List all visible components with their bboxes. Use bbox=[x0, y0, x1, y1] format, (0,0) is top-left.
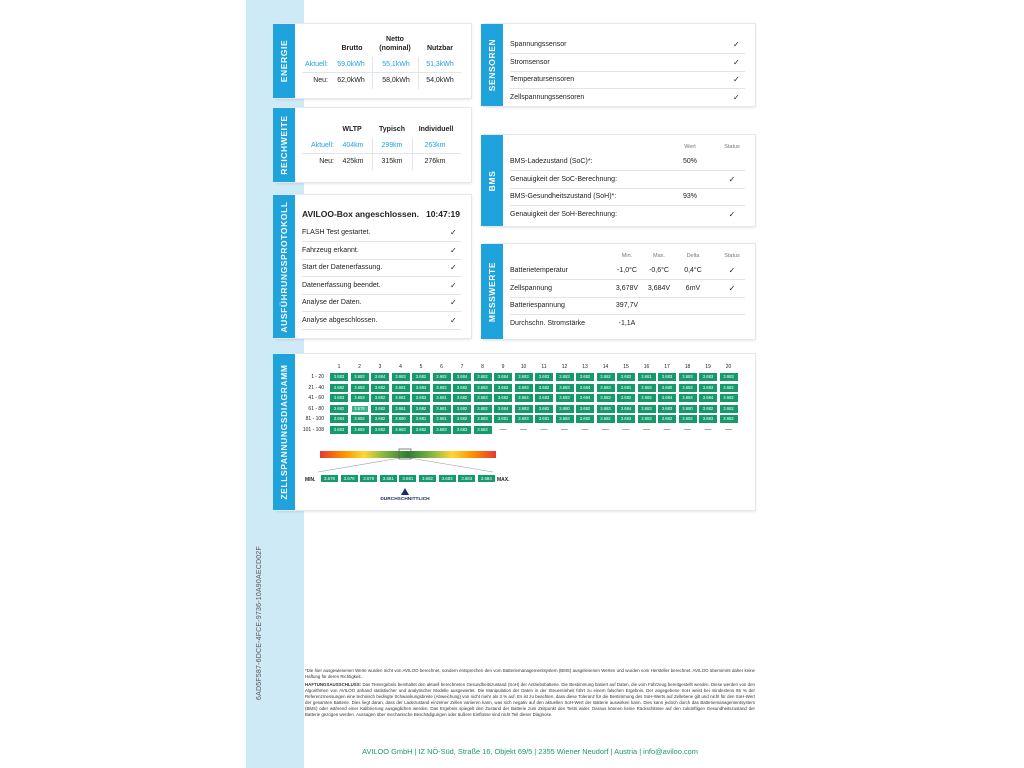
voltage-cell: 3.680 bbox=[658, 384, 676, 392]
messwerte-card bbox=[484, 244, 755, 339]
energie-row-label: Aktuell: bbox=[305, 61, 328, 68]
bms-tab: BMS bbox=[481, 135, 503, 226]
bms-row-label: Genauigkeit der SoH-Berechnung: bbox=[510, 210, 618, 218]
voltage-cell: 3.683 bbox=[474, 394, 492, 402]
voltage-cell: 3.678 bbox=[351, 405, 369, 413]
voltage-cell: 3.683 bbox=[330, 426, 348, 434]
reichweite-header-individuell: Individuell bbox=[418, 126, 454, 133]
voltage-cell: 3.682 bbox=[371, 384, 389, 392]
voltage-cell: — bbox=[684, 425, 691, 433]
voltage-gradient-bar bbox=[320, 451, 496, 458]
check-icon: ✓ bbox=[450, 280, 457, 290]
scale-min-label: MIN. bbox=[305, 477, 316, 483]
voltage-cell: 3.682 bbox=[720, 394, 738, 402]
voltage-cell: 3.682 bbox=[658, 415, 676, 423]
messwerte-min: 397,7V bbox=[615, 302, 639, 309]
voltage-cell: 3.683 bbox=[474, 384, 492, 392]
energie-card bbox=[276, 24, 471, 98]
voltage-cell: 3.683 bbox=[515, 384, 533, 392]
energie-value: 55,1kWh bbox=[382, 61, 410, 68]
bms-header-wert: Wert bbox=[684, 144, 696, 150]
voltage-cell: 3.683 bbox=[556, 373, 574, 381]
check-icon: ✓ bbox=[728, 283, 736, 293]
voltage-cell: 3.680 bbox=[679, 405, 697, 413]
voltage-cell: 3.682 bbox=[351, 373, 369, 381]
voltage-cell: 3.684 bbox=[658, 394, 676, 402]
voltage-cell: 3.682 bbox=[535, 405, 553, 413]
voltage-cell: 3.681 bbox=[638, 373, 656, 381]
messwerte-max: 3,684V bbox=[647, 284, 671, 292]
check-icon: ✓ bbox=[450, 228, 457, 237]
voltage-cell: 3.681 bbox=[392, 405, 410, 413]
voltage-cell: 3.682 bbox=[371, 405, 389, 413]
voltage-cell: 3.683 bbox=[392, 426, 410, 434]
reichweite-value: 315km bbox=[381, 158, 403, 165]
voltage-cell: — bbox=[663, 425, 671, 433]
check-icon: ✓ bbox=[733, 75, 740, 84]
bms-row-value: 50% bbox=[682, 158, 697, 165]
protokoll-step: Start der Datenerfassung. bbox=[302, 264, 383, 271]
voltage-cell: 3.682 bbox=[412, 405, 430, 413]
messwerte-header-delta: Delta bbox=[686, 253, 700, 259]
bms-row-label: Genauigkeit der SoC-Berechnung: bbox=[510, 175, 618, 183]
sensor-item: Stromsensor bbox=[510, 58, 550, 66]
divider bbox=[510, 53, 745, 54]
protokoll-title: AVILOO-Box angeschlossen. bbox=[302, 209, 419, 219]
voltage-cell: 3.682 bbox=[371, 394, 389, 402]
voltage-cell: 3.684 bbox=[699, 394, 717, 402]
energie-header-nutzbar: Nutzbar bbox=[426, 45, 454, 52]
divider bbox=[302, 329, 461, 330]
voltage-cell: 3.683 bbox=[474, 426, 492, 434]
reichweite-card bbox=[276, 108, 471, 182]
protokoll-card bbox=[276, 195, 471, 338]
voltage-cell: 3.684 bbox=[330, 415, 348, 423]
voltage-cell: 3.683 bbox=[638, 384, 656, 392]
reichweite-row-label: Aktuell: bbox=[311, 142, 334, 149]
voltage-cell: 3.684 bbox=[371, 373, 389, 381]
bms-row-label: BMS-Gesundheitszustand (SoH)*: bbox=[510, 193, 617, 200]
divider bbox=[510, 170, 745, 171]
scale-cell: 3.683 bbox=[438, 474, 457, 483]
voltage-cell: 3.682 bbox=[433, 384, 451, 392]
messwerte-header-max: Max. bbox=[653, 253, 665, 259]
protokoll-step: Analyse abgeschlossen. bbox=[302, 316, 378, 324]
protokoll-step: Fahrzeug erkannt. bbox=[302, 246, 359, 254]
footer-disclaimer: HAFTUNGSAUSSCHLUSS: Das Testergebnis beinhaltet den aktuell berechneten Gesundheitszustand (SoH) der Antriebsbatterie. Die Bestimmung basiert auf Daten, die vom Fahrzeug bereitgestellt werden. Diese werden von den Algorithmen von AVILOO anhand statistischer und analytischer Modelle ausgewertet. Die Manipulation der Daten in der Steuereinheit führt zu einem falschen Ergebnis. Der angegebene SoH weist bei mindestens 95 % der Referenzmessungen eine technisch bedingte Schwankungsbreite (Abweichung) von nicht mehr als 3 % auf. Es ist zu beachten, dass diese Toleranz für die Bestimmung des SoH-Werts auf Zellebene gilt und nicht für den SoH-Wert der gesamten Batterie. Dies liegt daran, dass der Ladezustand einzelner Zellen variieren kann, was sich negativ auf den aktuellen SoH-Wert der Batterie auswirken kann. Dies kann jedoch durch das Batteriemanagementsystem (BMS) oder während einer Kalibrierung ausgeglichen werden. Das Ergebnis spiegelt den Zustand der Batterie zum Zeitpunkt des Tests wider. Daraus können keine Rückschlüsse auf den zukünftigen Gesundheitszustand der Batterie gezogen werden. Aussagen über mechanische Beschädigungen oder äußere Einflüsse sind nicht Teil dieser Diagnose. bbox=[305, 682, 755, 717]
voltage-cell: 3.682 bbox=[474, 405, 492, 413]
voltage-cell: 3.683 bbox=[597, 405, 615, 413]
voltage-cell: 3.682 bbox=[617, 394, 635, 402]
scale-cell: 3.684 bbox=[477, 474, 496, 483]
voltage-cell: 3.684 bbox=[576, 394, 594, 402]
voltage-cell: 3.683 bbox=[474, 415, 492, 423]
divider bbox=[302, 311, 461, 312]
scale-cell: 3.679 bbox=[359, 474, 378, 483]
divider bbox=[302, 294, 461, 295]
voltage-cell: — bbox=[704, 425, 712, 433]
messwerte-tab: MESSWERTE bbox=[481, 244, 503, 339]
voltage-cell: 3.683 bbox=[699, 384, 717, 392]
row-header: 21 - 40 bbox=[308, 384, 324, 391]
voltage-cell: 3.681 bbox=[392, 384, 410, 392]
messwerte-max: -0,6°C bbox=[649, 267, 669, 274]
footer-note: *Die hier ausgewiesenen Werte wurden nicht von AVILOO berechnet, sondern entsprechen den vom Batteriemanagementsystem (BMS) ausgelesenen Werten und wurden vom Hersteller berechnet. AVILOO übernimmt daher keine Haftung für deren Richtigkeit. bbox=[305, 668, 755, 679]
divider bbox=[510, 297, 745, 298]
voltage-cell: 3.683 bbox=[535, 373, 553, 381]
bms-card bbox=[484, 135, 755, 226]
voltage-cell: 3.682 bbox=[576, 415, 594, 423]
voltage-cell: 3.682 bbox=[720, 405, 738, 413]
column-header: 10 bbox=[520, 364, 527, 370]
voltage-cell: 3.683 bbox=[658, 405, 676, 413]
protokoll-step: Datenerfassung beendet. bbox=[302, 281, 381, 289]
voltage-cell: — bbox=[725, 425, 732, 433]
messwerte-row-label: Batteriespannung bbox=[510, 302, 565, 309]
column-header: 13 bbox=[582, 364, 588, 370]
voltage-cell: 3.683 bbox=[679, 384, 697, 392]
scale-cell: 3.681 bbox=[398, 474, 417, 483]
column-header: 8 bbox=[481, 364, 484, 370]
divider bbox=[510, 188, 745, 189]
column-header: 11 bbox=[541, 364, 547, 370]
scale-cell: 3.683 bbox=[457, 474, 476, 483]
voltage-cell: 3.681 bbox=[535, 415, 553, 423]
voltage-cell: 3.683 bbox=[720, 373, 738, 381]
row-header: 41 - 60 bbox=[308, 395, 324, 401]
voltage-cell: 3.684 bbox=[679, 394, 697, 402]
voltage-cell: 3.682 bbox=[699, 405, 717, 413]
sensor-item: Temperatursensoren bbox=[510, 76, 575, 83]
protokoll-time: 10:47:19 bbox=[425, 209, 460, 219]
check-icon: ✓ bbox=[733, 40, 740, 49]
divider bbox=[510, 314, 745, 315]
reichweite-header-wltp: WLTP bbox=[342, 126, 362, 133]
scale-cell: 3.682 bbox=[418, 474, 437, 483]
voltage-cell: 3.681 bbox=[433, 415, 451, 423]
column-header: 18 bbox=[684, 364, 691, 370]
reichweite-value: 276km bbox=[424, 158, 446, 165]
voltage-cell: 3.683 bbox=[699, 415, 717, 423]
voltage-cell: 3.683 bbox=[515, 405, 533, 413]
reichweite-value: 263km bbox=[424, 142, 446, 149]
protokoll-tab: AUSFÜHRUNGSPROTOKOLL bbox=[273, 195, 295, 338]
document-id: 6AD5F587-6DCE-4FCE-9736-10A90AECD02F bbox=[256, 546, 263, 700]
voltage-cell: 3.682 bbox=[720, 415, 738, 423]
voltage-cell: 3.682 bbox=[576, 373, 594, 381]
check-icon: ✓ bbox=[450, 245, 457, 255]
voltage-cell: 3.682 bbox=[351, 415, 369, 423]
voltage-cell: 3.683 bbox=[412, 394, 430, 402]
voltage-cell: 3.683 bbox=[494, 384, 512, 392]
messwerte-min: -1,1A bbox=[618, 319, 636, 327]
energie-value: 51,3kWh bbox=[426, 61, 454, 68]
sensor-item: Zellspannungssensoren bbox=[510, 93, 585, 101]
voltage-cell: 3.683 bbox=[433, 426, 451, 434]
voltage-cell: 3.683 bbox=[597, 384, 615, 392]
voltage-cell: — bbox=[622, 425, 630, 433]
voltage-cell: 3.682 bbox=[453, 405, 471, 413]
reichweite-header-typisch: Typisch bbox=[379, 126, 405, 133]
column-header: 16 bbox=[643, 364, 650, 370]
energie-tab: ENERGIE bbox=[273, 24, 295, 98]
voltage-cell: 3.683 bbox=[330, 373, 348, 381]
reichweite-row-label: Neu: bbox=[319, 158, 334, 165]
energie-value: 59,0kWh bbox=[337, 61, 365, 68]
voltage-cell: 3.683 bbox=[617, 415, 635, 423]
reichweite-value: 425km bbox=[342, 158, 364, 165]
check-icon: ✓ bbox=[728, 174, 736, 184]
voltage-cell: 3.684 bbox=[576, 384, 594, 392]
voltage-cell: 3.682 bbox=[330, 405, 348, 413]
row-header: 61 - 80 bbox=[308, 405, 324, 412]
protokoll-step: FLASH Test gestartet. bbox=[302, 229, 371, 236]
voltage-cell: 3.682 bbox=[433, 373, 451, 381]
check-icon: ✓ bbox=[450, 263, 457, 272]
voltage-cell: 3.683 bbox=[556, 415, 574, 423]
voltage-cell: 3.684 bbox=[494, 373, 512, 381]
check-icon: ✓ bbox=[728, 209, 736, 219]
voltage-cell: — bbox=[602, 425, 609, 433]
voltage-cell: 3.682 bbox=[474, 373, 492, 381]
voltage-cell: 3.683 bbox=[330, 394, 348, 402]
voltage-cell: 3.683 bbox=[351, 384, 369, 392]
voltage-cell: 3.682 bbox=[597, 373, 615, 381]
voltage-cell: 3.682 bbox=[535, 384, 553, 392]
sensor-item: Spannungssensor bbox=[510, 41, 567, 48]
sensoren-tab: SENSOREN bbox=[481, 24, 503, 106]
scale-cell: 3.678 bbox=[320, 474, 339, 483]
divider bbox=[510, 279, 745, 280]
voltage-cell: 3.683 bbox=[556, 394, 574, 402]
voltage-cell: 3.682 bbox=[638, 394, 656, 402]
voltage-cell: 3.682 bbox=[453, 415, 471, 423]
column-header: 4 bbox=[399, 364, 402, 370]
reichweite-value: 299km bbox=[381, 142, 403, 149]
row-header: 1 - 20 bbox=[311, 374, 324, 380]
voltage-cell: 3.682 bbox=[679, 415, 697, 423]
voltage-cell: 3.681 bbox=[412, 415, 430, 423]
voltage-cell: 3.683 bbox=[515, 415, 533, 423]
voltage-cell: 3.683 bbox=[392, 373, 410, 381]
row-header: 101 - 108 bbox=[302, 426, 324, 433]
check-icon: ✓ bbox=[728, 266, 736, 275]
check-icon: ✓ bbox=[450, 315, 457, 325]
voltage-cell: 3.683 bbox=[699, 373, 717, 381]
voltage-cell: 3.681 bbox=[494, 415, 512, 423]
voltage-cell: — bbox=[499, 425, 507, 433]
voltage-cell: 3.681 bbox=[433, 405, 451, 413]
column-header: 20 bbox=[725, 364, 732, 370]
energie-value: 54,0kWh bbox=[426, 77, 454, 84]
bms-row-value: 93% bbox=[682, 193, 697, 200]
energie-value: 62,0kWh bbox=[337, 77, 365, 84]
average-label: DURCHSCHNITTLICH bbox=[380, 497, 430, 502]
bms-header-status: Status bbox=[724, 144, 740, 150]
column-header: 9 bbox=[501, 364, 505, 370]
voltage-cell: 3.683 bbox=[556, 384, 574, 392]
energie-header-brutto: Brutto bbox=[341, 45, 363, 52]
column-header: 14 bbox=[602, 364, 609, 370]
voltage-cell: 3.681 bbox=[617, 384, 635, 392]
voltage-cell: 3.680 bbox=[392, 415, 410, 423]
check-icon: ✓ bbox=[733, 57, 740, 67]
voltage-cell: 3.682 bbox=[494, 394, 512, 402]
check-icon: ✓ bbox=[450, 298, 457, 307]
voltage-cell: 3.682 bbox=[576, 405, 594, 413]
messwerte-delta: 0,4°C bbox=[684, 267, 702, 274]
messwerte-header-min: Min. bbox=[621, 253, 633, 259]
voltage-cell: 3.682 bbox=[412, 426, 430, 434]
sensoren-card bbox=[484, 24, 755, 106]
zell-tab: ZELLSPANNUNGSDIAGRAMM bbox=[273, 354, 295, 510]
column-header: 5 bbox=[419, 364, 423, 370]
footer-text bbox=[305, 668, 755, 720]
voltage-cell: 3.683 bbox=[453, 426, 471, 434]
scale-cell: 3.679 bbox=[340, 474, 359, 483]
voltage-cell: 3.683 bbox=[658, 373, 676, 381]
messwerte-row-label: Batterietemperatur bbox=[510, 267, 568, 274]
column-header: 1 bbox=[337, 364, 341, 370]
protokoll-step: Analyse der Daten. bbox=[302, 299, 362, 306]
check-icon: ✓ bbox=[733, 92, 740, 102]
voltage-cell: 3.684 bbox=[515, 394, 533, 402]
column-header: 6 bbox=[440, 364, 443, 370]
messwerte-min: 3,678V bbox=[615, 284, 639, 292]
voltage-cell: 3.682 bbox=[597, 415, 615, 423]
voltage-cell: — bbox=[520, 425, 527, 433]
divider bbox=[510, 88, 745, 89]
divider bbox=[302, 276, 461, 277]
bms-row-label: BMS-Ladezustand (SoC)*: bbox=[510, 158, 593, 165]
voltage-cell: 3.681 bbox=[433, 394, 451, 402]
messwerte-row-label: Durchschn. Stromstärke bbox=[510, 319, 586, 327]
voltage-cell: — bbox=[540, 425, 548, 433]
scale-cell: 3.681 bbox=[379, 474, 398, 483]
voltage-cell: 3.683 bbox=[597, 394, 615, 402]
voltage-cell: — bbox=[561, 425, 568, 433]
voltage-cell: 3.682 bbox=[351, 426, 369, 434]
column-header: 15 bbox=[623, 364, 629, 370]
divider bbox=[510, 205, 745, 206]
voltage-cell: — bbox=[581, 425, 589, 433]
voltage-cell: 3.683 bbox=[679, 373, 697, 381]
voltage-cell: 3.683 bbox=[351, 394, 369, 402]
voltage-cell: 3.682 bbox=[453, 394, 471, 402]
column-header: 7 bbox=[460, 364, 464, 370]
voltage-cell: 3.682 bbox=[371, 426, 389, 434]
energie-header-netto: Netto (nominal) bbox=[379, 36, 411, 52]
voltage-cell: 3.682 bbox=[453, 384, 471, 392]
voltage-cell: 3.684 bbox=[453, 373, 471, 381]
row-header: 81 - 100 bbox=[305, 416, 324, 422]
voltage-cell: 3.682 bbox=[617, 373, 635, 381]
column-header: 12 bbox=[561, 364, 568, 370]
voltage-cell: 3.683 bbox=[638, 415, 656, 423]
voltage-cell: 3.684 bbox=[617, 405, 635, 413]
voltage-cell: 3.682 bbox=[720, 384, 738, 392]
voltage-cell: 3.683 bbox=[535, 394, 553, 402]
scale-max-label: MAX. bbox=[497, 477, 510, 483]
voltage-cell: 3.683 bbox=[515, 373, 533, 381]
voltage-cell: 3.682 bbox=[371, 415, 389, 423]
divider bbox=[510, 71, 745, 72]
divider bbox=[302, 259, 461, 260]
column-header: 2 bbox=[358, 364, 361, 370]
reichweite-tab: REICHWEITE bbox=[273, 108, 295, 182]
voltage-cell: 3.684 bbox=[494, 405, 512, 413]
messwerte-row-label: Zellspannung bbox=[510, 284, 553, 292]
column-header: 3 bbox=[378, 364, 382, 370]
voltage-cell: 3.680 bbox=[556, 405, 574, 413]
reichweite-value: 404km bbox=[342, 142, 364, 149]
column-header: 17 bbox=[664, 364, 670, 370]
voltage-cell: — bbox=[643, 425, 650, 433]
voltage-cell: 3.682 bbox=[330, 384, 348, 392]
voltage-cell: 3.681 bbox=[392, 394, 410, 402]
voltage-cell: 3.682 bbox=[412, 373, 430, 381]
messwerte-min: -1,0°C bbox=[617, 267, 637, 274]
messwerte-header-status: Status bbox=[724, 253, 740, 259]
column-header: 19 bbox=[705, 364, 711, 370]
energie-value: 58,0kWh bbox=[382, 77, 410, 84]
divider bbox=[302, 241, 461, 242]
voltage-cell: 3.683 bbox=[638, 405, 656, 413]
energie-row-label: Neu: bbox=[313, 77, 328, 84]
footer-address: AVILOO GmbH | IZ NÖ-Süd, Straße 16, Objekt 69/5 | 2355 Wiener Neudorf | Austria | info@aviloo.com bbox=[362, 747, 698, 756]
messwerte-delta: 6mV bbox=[685, 284, 701, 292]
voltage-cell: 3.683 bbox=[412, 384, 430, 392]
